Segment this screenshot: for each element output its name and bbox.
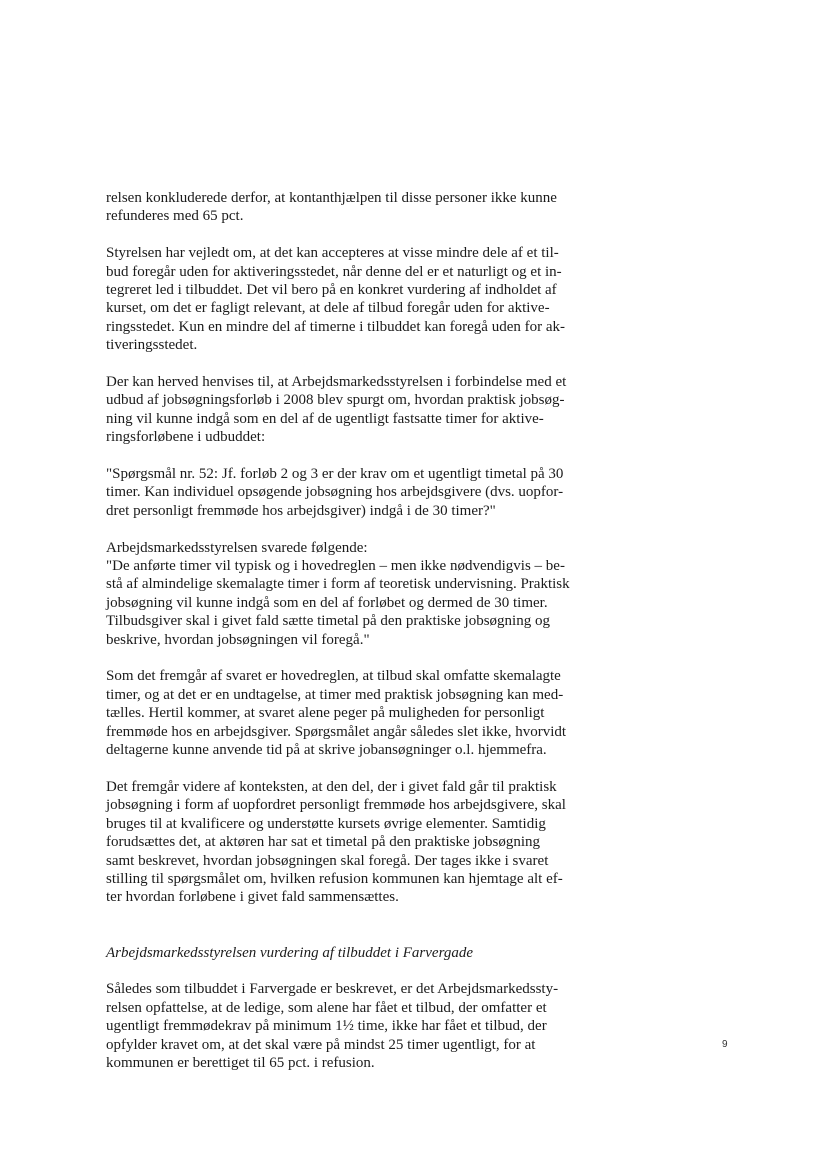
page-number: 9 [722,1039,728,1050]
paragraph-reference: Der kan herved henvises til, at Arbejdsmarkedsstyrelsen i forbindelse med et udbud af jobsøgningsforløb i 2008 blev spurgt om, hvordan praktisk jobsøg- ning vil kunne indgå som en del af de ugentligt fastsatte timer for aktive- ringsforløbene i udbuddet: [106,374,567,446]
section-paragraph: Således som tilbuddet i Farvergade er beskrevet, er det Arbejdsmarkedssty- relsen opfattelse, at de ledige, som alene har fået et tilbud, der omfatter et ugentligt fremmødekrav på minimum 1½ time, ikke har fået et tilbud, der opfylder kravet om, at det skal være på mindst 25 timer ugentligt, for at kommunen er berettiget til 65 pct. i refusion. [106,981,559,1071]
section-heading: Arbejdsmarkedsstyrelsen vurdering af tilbuddet i Farvergade [106,944,474,961]
body-text [106,189,606,1072]
paragraph-guidance: Styrelsen har vejledt om, at det kan accepteres at visse mindre dele af et til- bud foregår uden for aktiveringsstedet, når denne del er et naturligt og et in- tegreret led i tilbuddet. Det vil bero på en konkret vurdering af indholdet af kurset, om det er fagligt relevant, at dele af tilbud foregår uden for aktive- ringsstedet. Kun en mindre del af timerne i tilbuddet kan foregå uden for ak- tiveringsstedet. [106,245,566,354]
section-assessment [106,925,606,1072]
paragraph-question-quote: "Spørgsmål nr. 52: Jf. forløb 2 og 3 er der krav om et ugentligt timetal på 30 timer. Kan individuel opsøgende jobsøgning hos arbejdsgivere (dvs. uopfor- dret personligt fremmøde hos arbejdsgiver) indgå i de 30 timer?" [106,466,564,519]
paragraph-context: Det fremgår videre af konteksten, at den del, der i givet fald går til praktisk jobsøgning i form af uopfordret personligt fremmøde hos arbejdsgivere, skal bruges til at kvalificere og understøtte kursets øvrige elementer. Samtidig forudsættes det, at aktøren har sat et timetal på den praktiske jobsøgning samt beskrevet, hvordan jobsøgningen skal foregå. Der tages ikke i svaret stilling til spørgsmålet om, hvilken refusion kommunen kan hjemtage alt ef- ter hvordan forløbene i givet fald sammensættes. [106,778,566,906]
paragraph-refusion-conclusion: relsen konkluderede derfor, at kontanthjælpen til disse personer ikke kunne refunderes med 65 pct. [106,190,557,225]
paragraph-answer-quote: Arbejdsmarkedsstyrelsen svarede følgende: "De anførte timer vil typisk og i hovedreglen – men ikke nødvendigvis – be- stå af almindelige skemalagte timer i form af teoretisk undervisning. Praktisk jobsøgning vil kunne indgå som en del af forløbet og dermed de 30 timer. Tilbudsgiver skal i givet fald sætte timetal på den praktiske jobsøgning og beskrive, hvordan jobsøgningen vil foregå." [106,539,570,648]
paragraph-main-rule: Som det fremgår af svaret er hovedreglen, at tilbud skal omfatte skemalagte timer, og at det er en undtagelse, at timer med praktisk jobsøgning kan med- tælles. Hertil kommer, at svaret alene peger på muligheden for personligt fremmøde hos en arbejdsgiver. Spørgsmålet angår således slet ikke, hvorvidt deltagerne kunne anvende tid på at skrive jobansøgninger o.l. hjemmefra. [106,668,567,759]
